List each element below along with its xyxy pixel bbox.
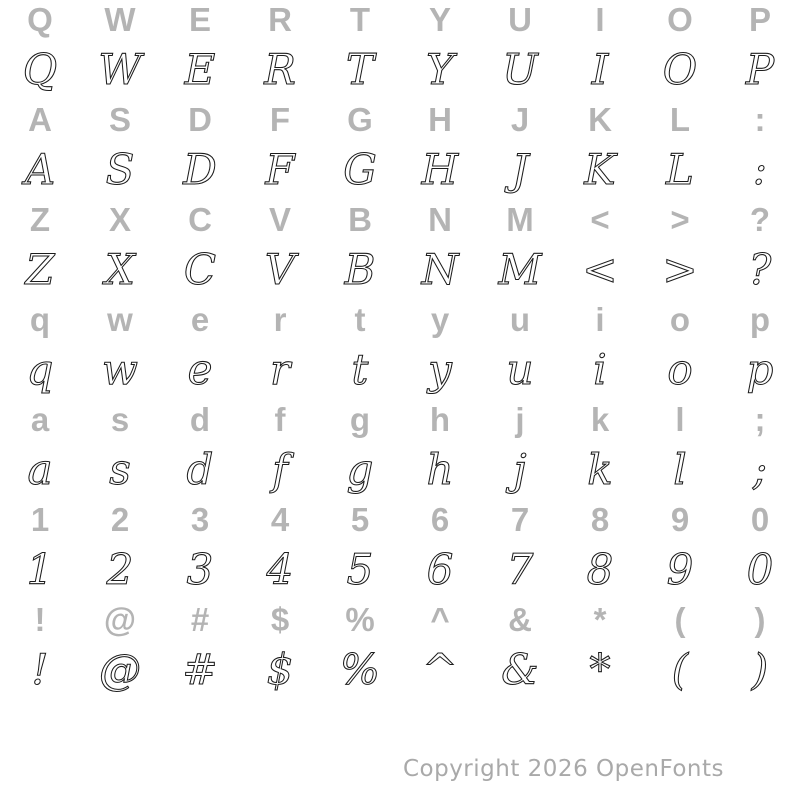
copyright-text: Copyright 2026 OpenFonts: [402, 756, 724, 782]
specimen-glyph: X: [105, 245, 135, 294]
key-label: C: [188, 201, 212, 238]
key-label: 5: [350, 501, 370, 538]
specimen-glyph: U: [502, 45, 538, 94]
key-label: G: [347, 101, 373, 138]
specimen-glyph: y: [428, 345, 452, 394]
specimen-glyph: p: [746, 345, 774, 394]
key-label: :: [754, 101, 766, 138]
specimen-glyph: D: [183, 145, 217, 194]
specimen-glyph: Z: [25, 245, 55, 294]
specimen-glyph: ^: [422, 645, 458, 694]
specimen-glyph: N: [421, 245, 459, 294]
key-label: #: [190, 601, 210, 638]
key-label: 6: [430, 501, 450, 538]
specimen-glyph: w: [102, 345, 138, 394]
specimen-glyph: H: [421, 145, 459, 194]
specimen-glyph: 9: [666, 545, 694, 594]
key-label: ;: [754, 401, 766, 438]
specimen-glyph: ;: [752, 445, 768, 494]
key-label: s: [110, 401, 130, 438]
key-label: J: [510, 101, 530, 138]
specimen-glyph: B: [344, 245, 376, 294]
specimen-glyph: S: [105, 145, 135, 194]
specimen-glyph: j: [513, 445, 527, 494]
key-label: q: [29, 301, 51, 338]
key-label: u: [509, 301, 531, 338]
key-label: g: [349, 401, 371, 438]
key-label: 9: [670, 501, 690, 538]
key-label: 3: [190, 501, 210, 538]
key-label-row: [0, 100, 800, 150]
key-label: ?: [749, 201, 771, 238]
specimen-glyph: 0: [746, 545, 774, 594]
key-label: 0: [750, 501, 770, 538]
key-label: Y: [428, 1, 451, 38]
specimen-glyph: M: [498, 245, 542, 294]
specimen-glyph: >: [662, 245, 698, 294]
key-label: Z: [29, 201, 51, 238]
specimen-glyph-row: [0, 145, 800, 200]
key-label: *: [593, 601, 607, 638]
key-label: &: [508, 601, 532, 638]
specimen-glyph: 3: [186, 545, 214, 594]
key-label: l: [675, 401, 685, 438]
key-label: ^: [430, 601, 450, 638]
key-label: K: [588, 101, 612, 138]
key-label: p: [749, 301, 771, 338]
specimen-glyph-row: [0, 545, 800, 600]
specimen-glyph-row: [0, 245, 800, 300]
specimen-glyph: *: [589, 645, 611, 694]
specimen-glyph: d: [186, 445, 214, 494]
specimen-glyph: <: [582, 245, 618, 294]
key-label: S: [108, 101, 131, 138]
specimen-glyph: V: [264, 245, 296, 294]
specimen-glyph: G: [343, 145, 377, 194]
key-label: D: [188, 101, 212, 138]
specimen-glyph: 4: [266, 545, 294, 594]
specimen-glyph: q: [26, 345, 54, 394]
key-label: d: [189, 401, 211, 438]
specimen-glyph: h: [426, 445, 454, 494]
key-label: X: [108, 201, 131, 238]
specimen-glyph: :: [752, 145, 768, 194]
key-label: T: [349, 1, 371, 38]
key-label: B: [348, 201, 372, 238]
specimen-glyph: 6: [426, 545, 454, 594]
specimen-glyph: o: [667, 345, 693, 394]
specimen-glyph: #: [182, 645, 218, 694]
key-label: 8: [590, 501, 610, 538]
specimen-glyph: u: [506, 345, 534, 394]
key-label: Q: [27, 1, 53, 38]
key-label: h: [429, 401, 451, 438]
key-label: j: [515, 401, 525, 438]
key-label: N: [428, 201, 452, 238]
specimen-glyph: I: [591, 45, 609, 94]
key-label: R: [268, 1, 292, 38]
key-label: W: [104, 1, 136, 38]
key-label: P: [748, 1, 771, 38]
key-label: U: [508, 1, 532, 38]
specimen-glyph: R: [264, 45, 296, 94]
key-label: O: [667, 1, 693, 38]
specimen-glyph: E: [184, 45, 216, 94]
key-label: o: [669, 301, 691, 338]
specimen-glyph: ?: [748, 245, 772, 294]
key-label: 7: [510, 501, 530, 538]
key-label: $: [270, 601, 290, 638]
key-label: 1: [30, 501, 50, 538]
key-label-row: [0, 500, 800, 550]
key-label: <: [590, 201, 610, 238]
specimen-glyph-row: [0, 445, 800, 500]
specimen-glyph: Y: [426, 45, 454, 94]
specimen-glyph: 1: [26, 545, 54, 594]
specimen-glyph: 8: [586, 545, 614, 594]
specimen-glyph: $: [266, 645, 294, 694]
specimen-glyph: a: [27, 445, 53, 494]
specimen-glyph: !: [31, 645, 49, 694]
specimen-glyph: O: [662, 45, 698, 94]
specimen-glyph: L: [666, 145, 694, 194]
specimen-glyph: 7: [506, 545, 534, 594]
specimen-glyph: ): [751, 645, 769, 694]
key-label: E: [188, 1, 211, 38]
key-label-row: [0, 200, 800, 250]
specimen-glyph: J: [511, 145, 529, 194]
key-label: i: [595, 301, 605, 338]
specimen-glyph: r: [269, 345, 291, 394]
key-label: A: [28, 101, 52, 138]
key-label: >: [670, 201, 690, 238]
key-label: (: [674, 601, 686, 638]
key-label: M: [506, 201, 534, 238]
key-label: L: [669, 101, 691, 138]
specimen-glyph: l: [673, 445, 687, 494]
specimen-glyph: Q: [22, 45, 58, 94]
key-label: I: [595, 1, 605, 38]
specimen-glyph: F: [265, 145, 295, 194]
key-label: t: [354, 301, 366, 338]
key-label: y: [430, 301, 450, 338]
key-label-row: [0, 300, 800, 350]
specimen-glyph-row: [0, 645, 800, 700]
specimen-glyph: e: [187, 345, 213, 394]
specimen-glyph: 5: [346, 545, 374, 594]
specimen-glyph: W: [98, 45, 142, 94]
key-label-row: [0, 400, 800, 450]
specimen-glyph: C: [183, 245, 217, 294]
specimen-glyph-row: [0, 45, 800, 100]
key-label: H: [428, 101, 452, 138]
key-label: 2: [110, 501, 130, 538]
specimen-glyph: %: [340, 645, 380, 694]
key-label: w: [107, 301, 133, 338]
specimen-glyph: P: [745, 45, 775, 94]
key-label: e: [190, 301, 210, 338]
specimen-glyph: &: [501, 645, 539, 694]
key-label: k: [590, 401, 610, 438]
key-label: F: [269, 101, 291, 138]
specimen-glyph-row: [0, 345, 800, 400]
specimen-glyph: A: [24, 145, 56, 194]
key-label: ): [754, 601, 766, 638]
specimen-glyph: i: [593, 345, 607, 394]
specimen-glyph: f: [272, 445, 288, 494]
specimen-glyph: (: [671, 645, 689, 694]
specimen-glyph: s: [109, 445, 131, 494]
key-label: f: [274, 401, 286, 438]
specimen-glyph: 2: [106, 545, 134, 594]
key-label-row: [0, 600, 800, 650]
specimen-glyph: T: [345, 45, 374, 94]
specimen-glyph: t: [351, 345, 369, 394]
key-label: r: [273, 301, 287, 338]
specimen-glyph: g: [346, 445, 374, 494]
key-label-row: [0, 0, 800, 50]
specimen-glyph: @: [99, 645, 141, 694]
key-label: V: [268, 201, 291, 238]
specimen-glyph: K: [584, 145, 616, 194]
key-label: @: [103, 601, 137, 638]
specimen-glyph: k: [587, 445, 613, 494]
key-label: %: [345, 601, 375, 638]
key-label: !: [34, 601, 46, 638]
key-label: 4: [270, 501, 290, 538]
key-label: a: [30, 401, 50, 438]
